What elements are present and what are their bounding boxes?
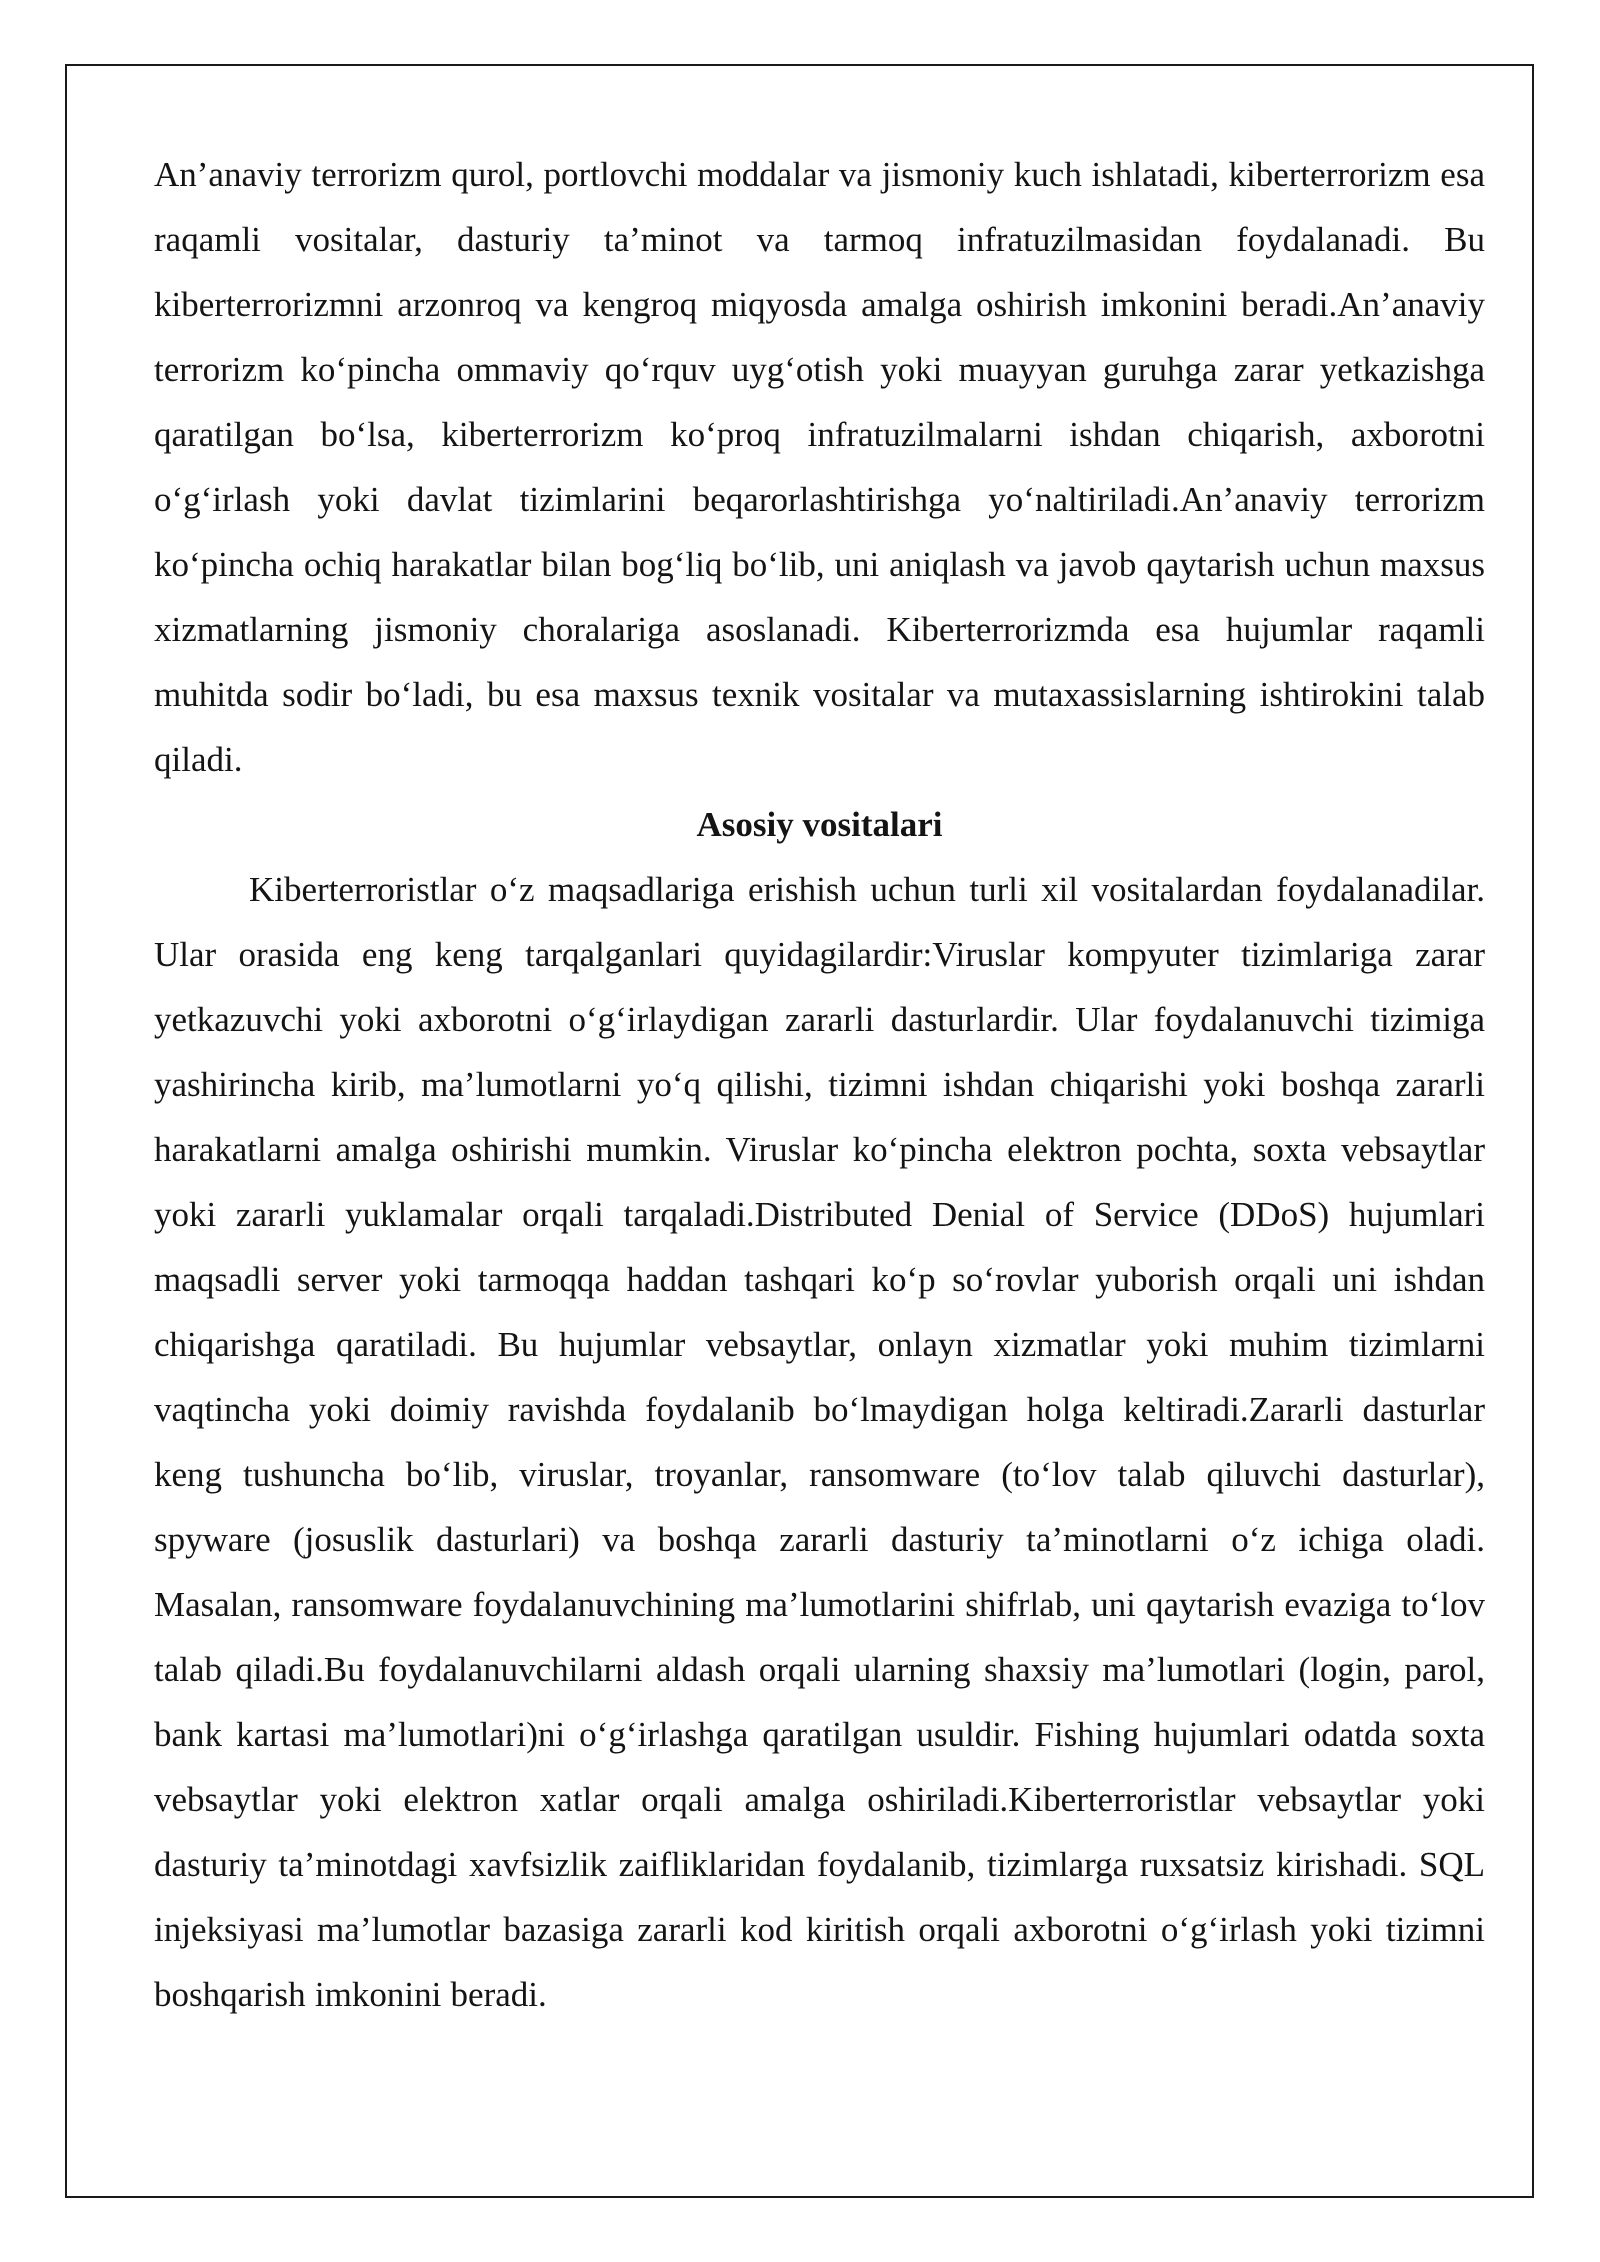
document-body xyxy=(154,142,1485,2027)
paragraph-terrorism-comparison: An’anaviy terrorizm qurol, portlovchi moddalar va jismoniy kuch ishlatadi, kiberterrorizm esa raqamli vositalar, dasturiy ta’minot va tarmoq infratuzilmasidan foydalanadi. Bu kiberterrorizmni arzonroq va kengroq miqyosda amalga oshirish imkonini beradi.An’anaviy terrorizm ko‘pincha ommaviy qo‘rquv uyg‘otish yoki muayyan guruhga zarar yetkazishga qaratilgan bo‘lsa, kiberterrorizm ko‘proq infratuzilmalarni ishdan chiqarish, axborotni o‘g‘irlash yoki davlat tizimlarini beqarorlashtirishga yo‘naltiriladi.An’anaviy terrorizm ko‘pincha ochiq harakatlar bilan bog‘liq bo‘lib, uni aniqlash va javob qaytarish uchun maxsus xizmatlarning jismoniy choralariga asoslanadi. Kiberterrorizmda esa hujumlar raqamli muhitda sodir bo‘ladi, bu esa maxsus texnik vositalar va mutaxassislarning ishtirokini talab qiladi. xyxy=(154,155,1485,779)
paragraph-main-tools: Kiberterroristlar o‘z maqsadlariga erishish uchun turli xil vositalardan foydalanadilar. Ular orasida eng keng tarqalganlari quyidagilardir:Viruslar kompyuter tizimlariga zarar yetkazuvchi yoki axborotni o‘g‘irlaydigan zararli dasturlardir. Ular foydalanuvchi tizimiga yashirincha kirib, ma’lumotlarni yo‘q qilishi, tizimni ishdan chiqarishi yoki boshqa zararli harakatlarni amalga oshirishi mumkin. Viruslar ko‘pincha elektron pochta, soxta vebsaytlar yoki zararli yuklamalar orqali tarqaladi.Distributed Denial of Service (DDoS) hujumlari maqsadli server yoki tarmoqqa haddan tashqari ko‘p so‘rovlar yuborish orqali uni ishdan chiqarishga qaratiladi. Bu hujumlar vebsaytlar, onlayn xizmatlar yoki muhim tizimlarni vaqtincha yoki doimiy ravishda foydalanib bo‘lmaydigan holga keltiradi.Zararli dasturlar keng tushuncha bo‘lib, viruslar, troyanlar, ransomware (to‘lov talab qiluvchi dasturlar), spyware (josuslik dasturlari) va boshqa zararli dasturiy ta’minotlarni o‘z ichiga oladi. Masalan, ransomware foydalanuvchining ma’lumotlarini shifrlab, uni qaytarish evaziga to‘lov talab qiladi.Bu foydalanuvchilarni aldash orqali ularning shaxsiy ma’lumotlari (login, parol, bank kartasi ma’lumotlari)ni o‘g‘irlashga qaratilgan usuldir. Fishing hujumlari odatda soxta vebsaytlar yoki elektron xatlar orqali amalga oshiriladi.Kiberterroristlar vebsaytlar yoki dasturiy ta’minotdagi xavfsizlik zaifliklaridan foydalanib, tizimlarga ruxsatsiz kirishadi. SQL injeksiyasi ma’lumotlar bazasiga zararli kod kiritish orqali axborotni o‘g‘irlash yoki tizimni boshqarish imkonini beradi. xyxy=(154,870,1485,2014)
section-heading: Asosiy vositalari xyxy=(696,805,943,844)
